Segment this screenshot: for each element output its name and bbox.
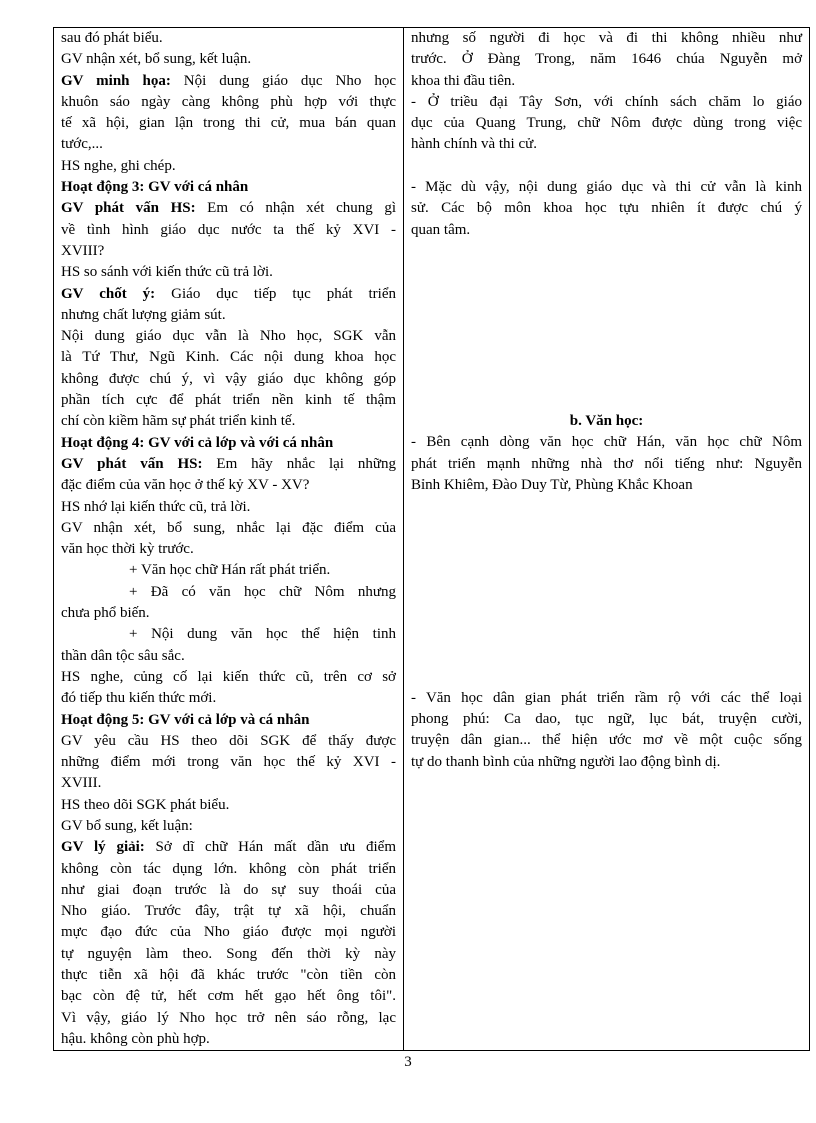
text-line: đó tiếp thu kiến thức mới. bbox=[61, 690, 217, 707]
gv-question-label: GV phát vấn HS: bbox=[61, 200, 196, 217]
text-line: là Tứ Thư, Ngũ Kinh. Các nội dung khoa học bbox=[61, 349, 396, 366]
text-line: truyện dân gian... thể hiện ước mơ về một cuộc sống bbox=[411, 732, 802, 749]
text-line: về tình hình giáo dục nước ta thế kỷ XVI - bbox=[61, 221, 396, 238]
text-line: chưa phổ biến. bbox=[61, 605, 150, 622]
text-line: hậu. không còn phù hợp. bbox=[61, 1030, 210, 1047]
gv-conclusion-label: GV chốt ý: bbox=[61, 285, 156, 302]
spacer bbox=[411, 241, 802, 411]
bullet-line: + Đã có văn học chữ Nôm nhưng bbox=[129, 583, 396, 600]
text-line: như giai đoạn trước là do sự suy thoái của bbox=[61, 881, 396, 898]
text-line: tự nguyện làm theo. Song đến thời kỳ này bbox=[61, 945, 396, 962]
text-line: sử. Các bộ môn khoa học tựu nhiên ít được chú ý bbox=[411, 200, 802, 217]
text-line: mực đạo đức của Nho giáo được mọi người bbox=[61, 924, 396, 941]
text-line: GV phát vấn HS: Em có nhận xét chung gì bbox=[61, 200, 396, 217]
activity-5-title: Hoạt động 5: GV với cả lớp và cá nhân bbox=[61, 711, 310, 728]
text-line: GV phát vấn HS: Em hãy nhắc lại những bbox=[61, 455, 396, 472]
text-line: GV minh họa: Nội dung giáo dục Nho học bbox=[61, 72, 396, 89]
section-heading-van-hoc: b. Văn học: bbox=[569, 412, 644, 429]
text-line: HS so sánh với kiến thức cũ trả lời. bbox=[61, 264, 273, 281]
text-line: GV chốt ý: Giáo dục tiếp tục phát triển bbox=[61, 285, 396, 302]
gv-question-label: GV phát vấn HS: bbox=[61, 455, 203, 472]
text-line: hành chính và thi cử. bbox=[411, 136, 538, 153]
bullet-line: + Văn học chữ Hán rất phát triển. bbox=[129, 562, 331, 579]
text-line: phát triển mạnh những nhà thơ nổi tiếng như: Nguyễn bbox=[411, 455, 802, 472]
text-line: văn học thời kỳ trước. bbox=[61, 541, 194, 558]
text-line: phần tích cực để phát triển nền kinh tế thậm bbox=[61, 392, 396, 409]
spacer bbox=[411, 156, 802, 177]
gv-explanation-label: GV lý giải: bbox=[61, 839, 145, 856]
text-line: Vì vậy, giáo lý Nho học trở nên sáo rỗng, lạc bbox=[61, 1009, 396, 1026]
text-line: chí còn kiềm hãm sự phát triển kinh tế. bbox=[61, 413, 296, 430]
text-line: HS theo dõi SGK phát biểu. bbox=[61, 796, 230, 813]
text-line: Bỉnh Khiêm, Đào Duy Từ, Phùng Khắc Khoan bbox=[411, 476, 693, 493]
lesson-table bbox=[53, 27, 810, 1051]
text-line: HS nghe, ghi chép. bbox=[61, 157, 176, 174]
text-line: khuôn sáo ngày càng không phù hợp với thực bbox=[61, 93, 396, 110]
text-line: Nội dung giáo dục vẫn là Nho học, SGK vẫn bbox=[61, 328, 396, 345]
table-row bbox=[54, 28, 810, 1051]
text-line: phong phú: Ca dao, tục ngữ, lục bát, truyện cười, bbox=[411, 711, 802, 728]
text-line: quan tâm. bbox=[411, 221, 471, 238]
text-line: HS nhớ lại kiến thức cũ, trả lời. bbox=[61, 498, 251, 515]
text-line: XVIII. bbox=[61, 775, 102, 792]
text-line: sau đó phát biểu. bbox=[61, 30, 163, 46]
text-line: không còn tác dụng lớn. không còn phát triển bbox=[61, 860, 396, 877]
text-line: - Bên cạnh dòng văn học chữ Hán, văn học chữ Nôm bbox=[411, 434, 802, 451]
gv-minh-hoa-label: GV minh họa: bbox=[61, 72, 171, 89]
text-line: Nho giáo. Trước đây, trật tự xã hội, chuẩn bbox=[61, 903, 396, 920]
text-line: thực tiễn xã hội đã khác trước "còn tiền còn bbox=[61, 967, 396, 984]
text-line: nhưng chất lượng giảm sút. bbox=[61, 306, 226, 323]
text-line: nhưng số người đi học và đi thi không nhiều như bbox=[411, 30, 802, 46]
bullet-line: + Nội dung văn học thể hiện tinh bbox=[129, 626, 396, 643]
text-line: thần dân tộc sâu sắc. bbox=[61, 647, 185, 664]
text-line: không được chú ý, vì vậy giáo dục không góp bbox=[61, 370, 396, 387]
text-line: tự do thanh bình của những người lao động bình dị. bbox=[411, 753, 721, 770]
text-line: GV yêu cầu HS theo dõi SGK để thấy được bbox=[61, 732, 396, 749]
text-line: dục của Quang Trung, chữ Nôm được dùng trong việc bbox=[411, 115, 802, 132]
page-number: 3 bbox=[404, 1054, 412, 1070]
text-line: tế xã hội, gian lận trong thi cử, mua bán quan bbox=[61, 115, 396, 132]
text-line: - Ở triều đại Tây Sơn, với chính sách chăm lo giáo bbox=[411, 93, 802, 110]
text-line: trước. Ở Đàng Trong, năm 1646 chúa Nguyễn mở bbox=[411, 51, 802, 68]
text-line: khoa thi đầu tiên. bbox=[411, 72, 516, 89]
teacher-student-activities-column bbox=[54, 28, 404, 1051]
text-line: bạc còn đệ tử, hết cơm hết gạo hết ông tôi". bbox=[61, 988, 396, 1005]
text-line: những điểm mới trong văn học thế kỷ XVI - bbox=[61, 754, 396, 771]
activity-4-title: Hoạt động 4: GV với cả lớp và với cá nhân bbox=[61, 434, 334, 451]
text-line: GV nhận xét, bổ sung, kết luận. bbox=[61, 51, 252, 68]
text-line: GV nhận xét, bổ sung, nhắc lại đặc điểm của bbox=[61, 519, 396, 536]
text-line: HS nghe, củng cố lại kiến thức cũ, trên cơ sở bbox=[61, 668, 396, 685]
activity-3-title: Hoạt động 3: GV với cá nhân bbox=[61, 179, 249, 196]
lesson-content-column bbox=[404, 28, 810, 1051]
text-line: - Văn học dân gian phát triển rầm rộ với các thể loại bbox=[411, 689, 802, 706]
text-line: GV lý giải: Sở dĩ chữ Hán mất dần ưu điểm bbox=[61, 839, 396, 856]
spacer bbox=[411, 496, 802, 688]
text-line: GV bổ sung, kết luận: bbox=[61, 817, 193, 834]
text-line: - Mặc dù vậy, nội dung giáo dục và thi cử vẫn là kinh bbox=[411, 179, 802, 196]
text-line: đặc điểm của văn học ở thế kỷ XV - XV? bbox=[61, 477, 310, 494]
text-line: tước,... bbox=[61, 136, 103, 153]
text-line: XVIII? bbox=[61, 242, 105, 259]
